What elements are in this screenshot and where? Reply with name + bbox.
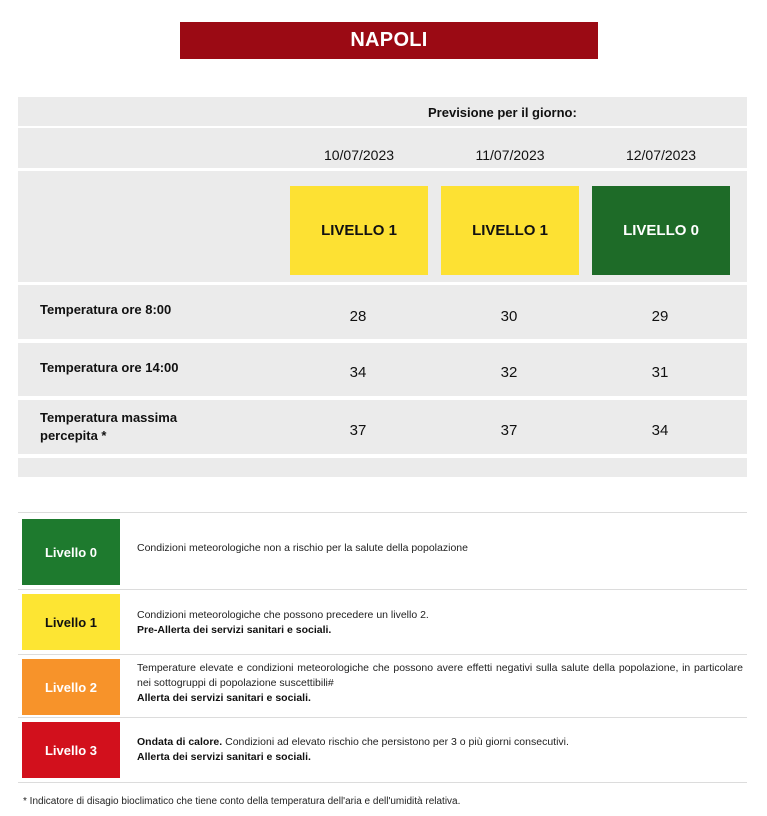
row-label-line: percepita * bbox=[40, 428, 107, 443]
legend-swatch-level-1: Livello 1 bbox=[22, 594, 120, 650]
legend-row-level-1 bbox=[18, 589, 747, 654]
legend-desc: Condizioni meteorologiche che possono precedere un livello 2. bbox=[137, 609, 429, 621]
level-badge-day-2: LIVELLO 1 bbox=[441, 186, 579, 275]
temp-8-day-3: 29 bbox=[651, 308, 669, 325]
legend-text-level-2 bbox=[137, 661, 743, 706]
temp-8-day-2: 30 bbox=[500, 308, 518, 325]
legend-desc-text: Condizioni ad elevato rischio che persistono per 3 o più giorni consecutivi. bbox=[225, 736, 569, 748]
footer-band bbox=[18, 458, 747, 477]
temp-14-day-1: 34 bbox=[349, 364, 367, 381]
legend-text-level-3 bbox=[137, 735, 743, 765]
temp-8-day-1: 28 bbox=[349, 308, 367, 325]
legend-desc: Temperature elevate e condizioni meteorologiche che possono avere effetti negativi sulla salute della popolazione, in particolare nei sottogruppi di popolazione suscettibili# bbox=[137, 662, 743, 689]
legend-alert: Pre-Allerta dei servizi sanitari e sociali. bbox=[137, 624, 332, 636]
legend-alert: Allerta dei servizi sanitari e sociali. bbox=[137, 692, 311, 704]
legend-swatch-level-2: Livello 2 bbox=[22, 659, 120, 715]
row-label-temp-8: Temperatura ore 8:00 bbox=[40, 302, 172, 317]
level-badge-day-3: LIVELLO 0 bbox=[592, 186, 730, 275]
level-badge-day-1: LIVELLO 1 bbox=[290, 186, 428, 275]
forecast-header-band bbox=[18, 97, 747, 126]
legend-row-level-2 bbox=[18, 654, 747, 717]
temp-14-day-3: 31 bbox=[651, 364, 669, 381]
legend-swatch-level-3: Livello 3 bbox=[22, 722, 120, 778]
temp-max-day-1: 37 bbox=[349, 422, 367, 439]
row-label-temp-max bbox=[40, 409, 177, 445]
forecast-header: Previsione per il giorno: bbox=[428, 105, 577, 120]
legend-row-level-0 bbox=[18, 512, 747, 589]
date-day-2: 11/07/2023 bbox=[475, 147, 545, 163]
temp-max-day-2: 37 bbox=[500, 422, 518, 439]
date-day-1: 10/07/2023 bbox=[323, 147, 395, 163]
city-title: NAPOLI bbox=[180, 22, 598, 59]
row-label-temp-14: Temperatura ore 14:00 bbox=[40, 360, 179, 375]
legend-text-level-0: Condizioni meteorologiche non a rischio per la salute della popolazione bbox=[137, 542, 468, 554]
legend-lead: Ondata di calore. bbox=[137, 736, 223, 748]
legend-row-level-3 bbox=[18, 717, 747, 783]
legend-text-level-1 bbox=[137, 608, 743, 638]
temp-max-day-3: 34 bbox=[651, 422, 669, 439]
date-day-3: 12/07/2023 bbox=[625, 147, 697, 163]
legend-swatch-level-0: Livello 0 bbox=[22, 519, 120, 585]
footnote: * Indicatore di disagio bioclimatico che tiene conto della temperatura dell'aria e dell'umidità relativa. bbox=[23, 796, 461, 807]
temp-14-day-2: 32 bbox=[500, 364, 518, 381]
row-label-line: Temperatura massima bbox=[40, 410, 178, 425]
legend-alert: Allerta dei servizi sanitari e sociali. bbox=[137, 751, 311, 763]
legend-desc bbox=[137, 735, 743, 750]
